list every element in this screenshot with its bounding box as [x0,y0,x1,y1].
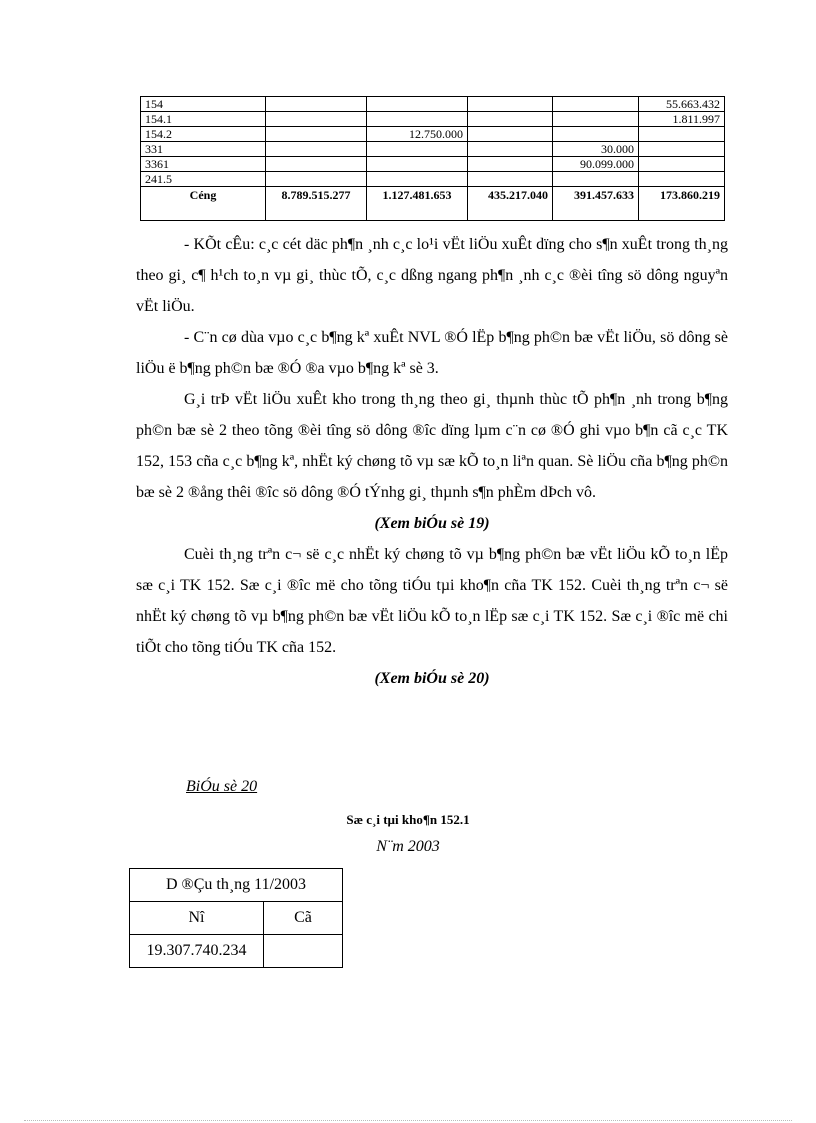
table-cell [266,112,367,127]
account-code: 154.2 [141,127,266,142]
table-cell [468,172,553,187]
account-code: 241.5 [141,172,266,187]
table-cell [553,127,639,142]
account-code: 154 [141,97,266,112]
paragraph: - KÕt cÊu: c¸c cét däc ph¶n ¸nh c¸c lo¹i vËt liÖu xuÊt dïng cho s¶n xuÊt trong th¸ng theo gi¸ c¶ h¹ch to¸n vµ gi¸ thùc tÕ, c¸c dßng ngang ph¶n ¸nh c¸c ®èi tîng sö dông nguyªn vËt liÖu. [136,236,728,315]
table-cell [266,172,367,187]
see-table-20: (Xem biÓu sè 20) [374,670,490,687]
table-cell [266,127,367,142]
total-row [141,187,725,221]
opening-balance-header: D ®Çu th¸ng 11/2003 [130,869,343,902]
table-caption: BiÓu sè 20 [186,778,258,795]
table-cell [639,142,725,157]
ledger-summary-table [140,96,725,221]
table-row [141,127,725,142]
opening-balance-table [129,868,343,968]
debit-header: Nî [130,902,264,935]
table-cell [468,157,553,172]
credit-header: Cã [264,902,343,935]
total-cell: 391.457.633 [553,187,639,221]
table-cell [367,157,468,172]
table-cell [367,142,468,157]
account-code: 331 [141,142,266,157]
total-label: Céng [141,187,266,221]
table-row [141,157,725,172]
account-code: 3361 [141,157,266,172]
table-cell [367,97,468,112]
table-cell [468,127,553,142]
table-row [141,172,725,187]
table-cell: 1.811.997 [639,112,725,127]
paragraph: - C¨n cø dùa vµo c¸c b¶ng kª xuÊt NVL ®Ó lËp b¶ng ph©n bæ vËt liÖu, sö dông sè liÖu ë b¶ng ph©n bæ ®Ó ®a vµo b¶ng kª sè 3. [136,329,728,377]
table-cell [468,97,553,112]
table-cell [367,112,468,127]
credit-value [264,935,343,968]
table-row [141,112,725,127]
total-cell: 8.789.515.277 [266,187,367,221]
table-cell: 90.099.000 [553,157,639,172]
see-table-19: (Xem biÓu sè 19) [374,515,490,532]
ledger-title: Sæ c¸i tµi kho¶n 152.1 [346,812,470,827]
table-cell [553,172,639,187]
body-text [136,229,728,694]
table-cell [639,157,725,172]
table-cell [639,127,725,142]
table-row [141,142,725,157]
total-cell: 173.860.219 [639,187,725,221]
table-cell: 30.000 [553,142,639,157]
account-code: 154.1 [141,112,266,127]
table-cell [553,112,639,127]
year-label: N¨m 2003 [376,838,440,855]
table-cell [553,97,639,112]
table-cell [266,142,367,157]
total-cell: 435.217.040 [468,187,553,221]
table-cell [266,97,367,112]
table-cell: 12.750.000 [367,127,468,142]
table-cell [367,172,468,187]
page-divider [24,1120,792,1121]
paragraph: Cuèi th¸ng trªn c¬ së c¸c nhËt ký chøng tõ vµ b¶ng ph©n bæ vËt liÖu kÕ to¸n lËp sæ c¸i TK 152. Sæ c¸i ®îc më cho tõng tiÓu tµi kho¶n cña TK 152. Cuèi th¸ng trªn c¬ së nhËt ký chøng tõ vµ b¶ng ph©n bæ vËt liÖu kÕ to¸n lËp sæ c¸i TK 152. Sæ c¸i ®îc më chi tiÕt cho tõng tiÓu TK cña 152. [136,546,728,656]
debit-value: 19.307.740.234 [130,935,264,968]
table-cell [639,172,725,187]
table-cell [266,157,367,172]
total-cell: 1.127.481.653 [367,187,468,221]
table-cell [468,142,553,157]
table-cell [468,112,553,127]
table-cell: 55.663.432 [639,97,725,112]
table-row [141,97,725,112]
paragraph: G¸i trÞ vËt liÖu xuÊt kho trong th¸ng theo gi¸ thµnh thùc tÕ ph¶n ¸nh trong b¶ng ph©n bæ sè 2 theo tõng ®èi tîng sö dông ®îc dïng lµm c¨n cø ®Ó ghi vµo b¶n cã c¸c TK 152, 153 cña c¸c b¶ng kª, nhËt ký chøng tõ vµ sæ kÕ to¸n liªn quan. Sè liÖu cña b¶ng ph©n bæ sè 2 ®ång thêi ®îc sö dông ®Ó tÝnhg gi¸ thµnh s¶n phÈm dÞch vô. [136,391,728,501]
